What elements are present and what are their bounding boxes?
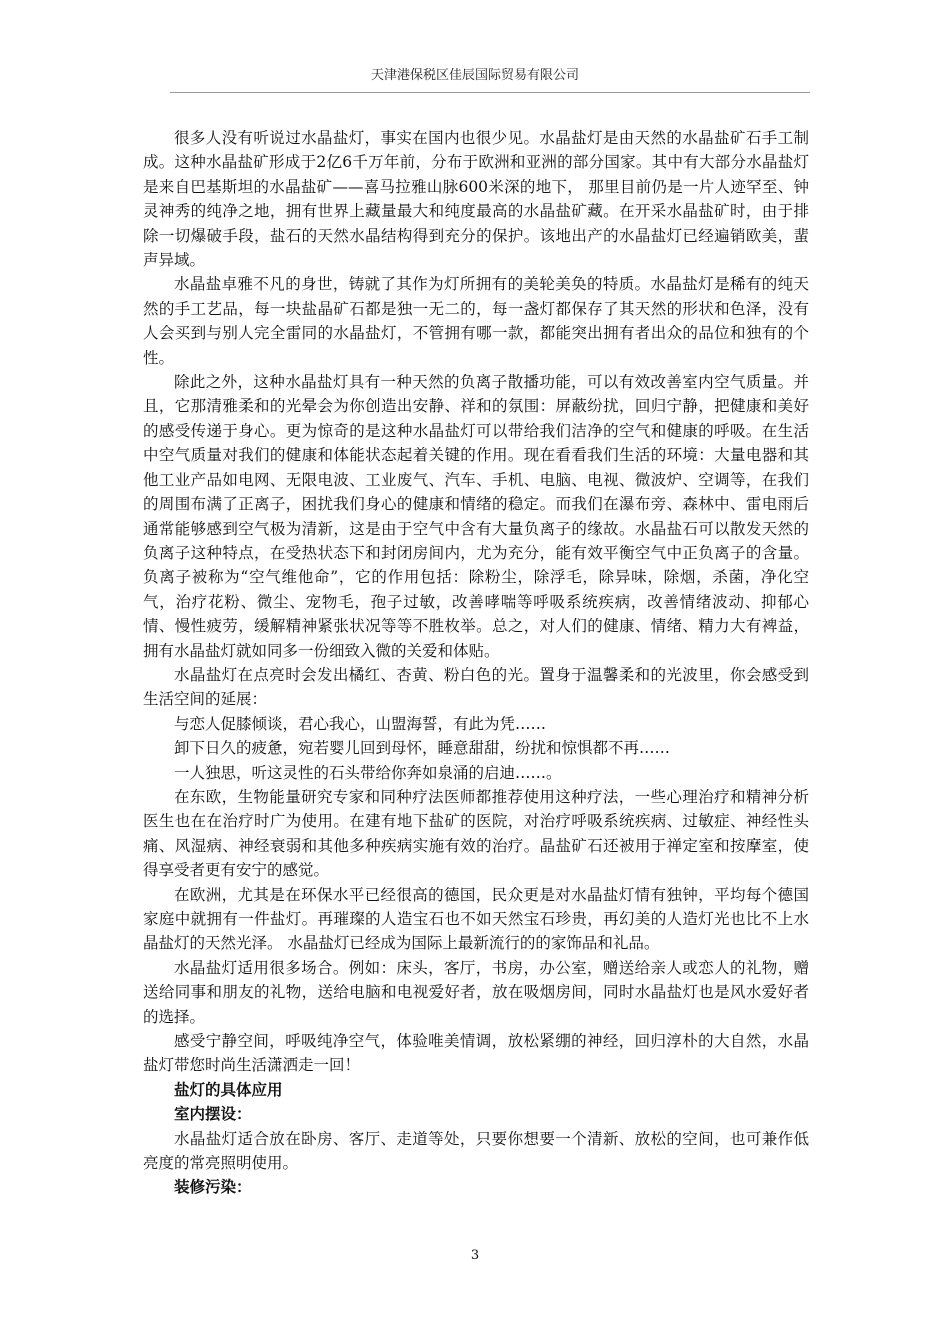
paragraph: 一人独思，听这灵性的石头带给你奔如泉涌的启迪……。: [174, 763, 562, 782]
paragraph: 水晶盐灯适合放在卧房、客厅、走道等处，只要你想要一个清新、放松的空间，也可兼作低亮度的常亮照明使用。: [143, 1129, 809, 1173]
paragraph: 水晶盐卓雅不凡的身世，铸就了其作为灯所拥有的美轮美奂的特质。水晶盐灯是稀有的纯天然的手工艺品，每一块盐晶矿石都是独一无二的，每一盏灯都保存了其天然的形状和色泽，没有人会买到与别人完全雷同的水晶盐灯，不管拥有哪一款，都能突出拥有者出众的品位和独有的个性。: [143, 275, 809, 367]
paragraph: 很多人没有听说过水晶盐灯，事实在国内也很少见。水晶盐灯是由天然的水晶盐矿石手工制成。这种水晶盐矿形成于2亿6千万年前，分布于欧洲和亚洲的部分国家。其中有大部分水晶盐灯是来自巴基斯坦的水晶盐矿——喜马拉雅山脉600米深的地下， 那里目前仍是一片人迹罕至、钟灵神秀的纯净之地，拥有世界上藏量最大和纯度最高的水晶盐矿藏。在开采水晶盐矿时，由于排除一切爆破手段，盐石的天然水晶结构得到充分的保护。该地出产的水晶盐灯已经遍销欧美，蜚声异域。: [143, 129, 809, 270]
subheading-pollution: 装修污染：: [174, 1178, 252, 1197]
paragraph: 卸下日久的疲惫，宛若婴儿回到母怀，睡意甜甜，纷扰和惊惧都不再……: [174, 739, 671, 758]
paragraph: 在欧洲，尤其是在环保水平已经很高的德国，民众更是对水晶盐灯情有独钟，平均每个德国家庭中就拥有一件盐灯。再璀璨的人造宝石也不如天然宝石珍贵，再幻美的人造灯光也比不上水晶盐灯的天然光泽。 水晶盐灯已经成为国际上最新流行的的家饰品和礼品。: [143, 885, 809, 953]
page-number: 3: [470, 1248, 480, 1263]
paragraph: 除此之外，这种水晶盐灯具有一种天然的负离子散播功能，可以有效改善室内空气质量。并且，它那清雅柔和的光晕会为你创造出安静、祥和的氛围：屏蔽纷扰，回归宁静，把健康和美好的感受传递于身心。更为惊奇的是这种水晶盐灯可以带给我们洁净的空气和健康的呼吸。在生活中空气质量对我们的健康和体能状态起着关键的作用。现在看看我们生活的环境：大量电器和其他工业产品如电网、无限电波、工业废气、汽车、手机、电脑、电视、微波炉、空调等，在我们的周围布满了正离子，困扰我们身心的健康和情绪的稳定。而我们在瀑布旁、森林中、雷电雨后通常能够感到空气极为清新，这是由于空气中含有大量负离子的缘故。水晶盐石可以散发天然的负离子这种特点，在受热状态下和封闭房间内，尤为充分，能有效平衡空气中正负离子的含量。负离子被称为“空气维他命”，它的作用包括：除粉尘，除浮毛，除异味，除烟，杀菌，净化空气，治疗花粉、微尘、宠物毛，孢子过敏，改善哮喘等呼吸系统疾病，改善情绪波动、抑郁心情、慢性疲劳，缓解精神紧张状况等等不胜枚举。总之，对人们的健康、情绪、精力大有裨益，拥有水晶盐灯就如同多一份细致入微的关爱和体贴。: [143, 373, 809, 660]
paragraph: 感受宁静空间，呼吸纯净空气，体验唯美情调，放松紧绷的神经，回归淳朴的大自然，水晶盐灯带您时尚生活潇洒走一回！: [143, 1032, 809, 1075]
paragraph: 与恋人促膝倾谈，君心我心，山盟海誓，有此为凭……: [174, 714, 547, 733]
paragraph: 水晶盐灯在点亮时会发出橘红、杏黄、粉白色的光。置身于温馨柔和的光波里，你会感受到生活空间的延展：: [143, 665, 809, 709]
document-body: [143, 126, 809, 1200]
section-heading: 盐灯的具体应用: [174, 1080, 283, 1099]
page-header: 天津港保税区佳辰国际贸易有限公司: [370, 68, 579, 83]
paragraph: 水晶盐灯适用很多场合。例如：床头，客厅，书房，办公室，赠送给亲人或恋人的礼物，赠送给同事和朋友的礼物，送给电脑和电视爱好者，放在吸烟房间，同时水晶盐灯也是风水爱好者的选择。: [143, 958, 809, 1026]
paragraph: 在东欧，生物能量研究专家和同种疗法医师都推荐使用这种疗法，一些心理治疗和精神分析医生也在在治疗时广为使用。在建有地下盐矿的医院，对治疗呼吸系统疾病、过敏症、神经性头痛、风湿病、神经衰弱和其他多种疾病实施有效的治疗。晶盐矿石还被用于禅定室和按摩室，使得享受者更有安宁的感觉。: [143, 787, 809, 880]
header-divider: [170, 92, 810, 93]
subheading-indoor: 室内摆设：: [174, 1105, 252, 1124]
